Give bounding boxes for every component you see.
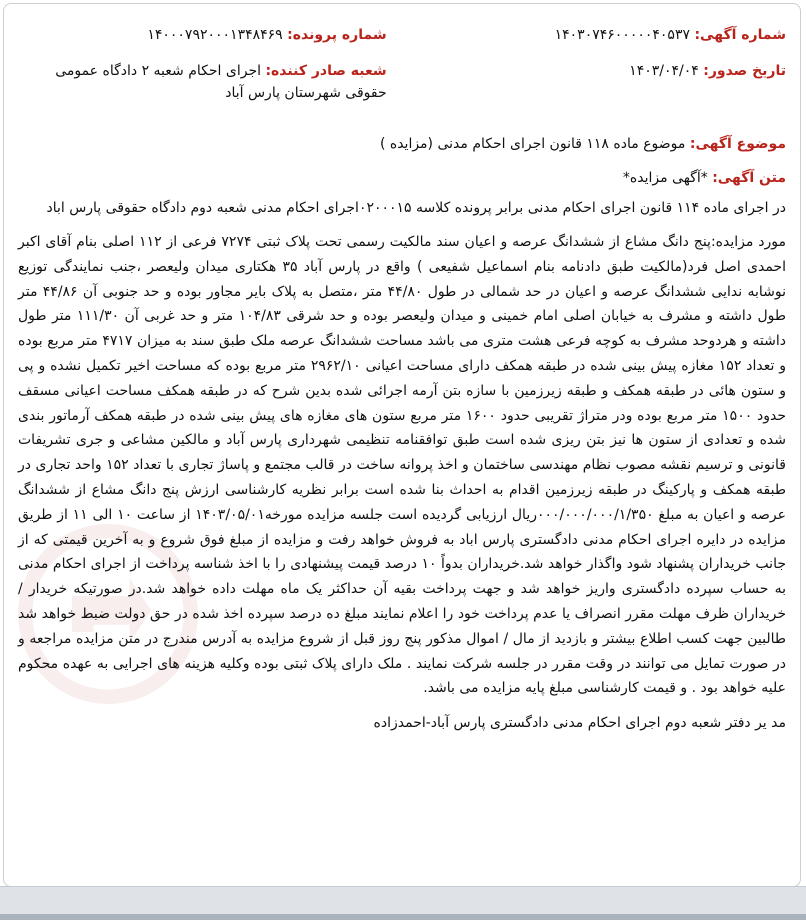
- case-number-field: [18, 24, 387, 46]
- issuing-branch-label: شعبه صادر کننده:: [265, 63, 387, 79]
- issue-date-field: [417, 60, 786, 82]
- header-row: [18, 24, 786, 110]
- taskbar: [0, 886, 806, 920]
- case-number-label: شماره پرونده:: [287, 27, 387, 43]
- case-number-value: ۱۴۰۰۰۷۹۲۰۰۰۱۳۴۸۴۶۹: [147, 27, 283, 43]
- ad-number-label: شماره آگهی:: [694, 27, 786, 43]
- notice-frame: [3, 3, 801, 887]
- ad-number-value: ۱۴۰۳۰۷۴۶۰۰۰۰۰۴۰۵۳۷: [554, 27, 690, 43]
- ad-text-field: [18, 166, 786, 190]
- issuing-branch-field: [18, 60, 387, 104]
- intro-paragraph: در اجرای ماده ۱۱۴ قانون اجرای احکام مدنی برابر پرونده کلاسه ۰۲۰۰۰۱۵اجرای احکام مدنی شعبه دوم دادگاه حقوقی پارس اباد: [46, 200, 786, 216]
- subject-value: موضوع ماده ۱۱۸ قانون اجرای احکام مدنی (مزایده ): [379, 136, 686, 152]
- issue-date-value: ۱۴۰۳/۰۴/۰۴: [629, 63, 699, 79]
- header-right-column: [417, 24, 786, 110]
- issuing-branch-value: اجرای احکام شعبه ۲ دادگاه عمومی حقوقی شهرستان پارس آباد: [55, 63, 387, 101]
- subject-label: موضوع آگهی:: [689, 136, 786, 152]
- issue-date-label: تاریخ صدور:: [703, 63, 786, 79]
- notice-content: [18, 24, 786, 735]
- ad-text-value: *آگهی مزایده*: [622, 170, 708, 186]
- auction-body-paragraph: مورد مزایده:پنج دانگ مشاع از ششدانگ عرصه و اعیان سند مالکیت رسمی تحت پلاک ثبتی ۷۲۷۴ فرعی از ۱۱۲ اصلی بنام آقای اکبر احمدی اصل فرد(مالکیت طبق دادنامه بنام اسماعیل شفیعی ) واقع در پارس آباد ۳۵ هکتاری میدان ولیعصر ،جنب نمایندگی توزیع نوشابه ندایی ششدانگ عرصه و اعیان در حد شمالی در طول ۴۴/۸۰ متر ،متصل به پلاک بایر مجاور بوده و حد جنوبی آن ۴۴/۸۶ متر طول داشته و مشرف به خیابان اصلی امام خمینی و میدان ولیعصر بوده و حد شرقی ۱۰۴/۸۳ متر و حد غربی آن ۱۱۱/۳۰ متر طول داشته و هردوحد مشرف به کوچه فرعی هشت متری می باشد مساحت ششدانگ عرصه ملک طبق سند به میزان ۴۷۱۷ متر مربع بوده و تعداد ۱۵۲ مغازه پیش بینی شده در طبقه همکف دارای مساحت اعیانی ۲۹۶۲/۱۰ متر مربع بوده که مساحت اخیر تکمیل نشده و پی و ستون هائی در طبقه همکف و طبقه زیرزمین با سازه بتن آرمه اجرائی شده بدین شرح که در طبقه همکف مساحت اعیانی مسقف حدود ۱۵۰۰ متر مربع بوده ودر متراژ تقریبی حدود ۱۶۰۰ متر مربع ستون های مغازه های پیش بینی شده در طبقه همکف آرماتور بندی شده و تعدادی از ستون ها نیز بتن ریزی شده است طبق توافقنامه تنظیمی شهرداری پارس آباد و مالکین مشاعی و جری تشریفات قانونی و ترسیم نقشه مصوب نظام مهندسی ساختمان و اخذ پروانه ساخت در قالب مجتمع و پاساژ تجاری با تعداد ۱۵۲ واحد تجاری در طبقه همکف و پارکینگ در طبقه زیرزمین اقدام به احداث بنا شده است برابر نظریه کارشناسی ارزش پنج دانگ مشاع از ششدانگ عرصه و اعیان به مبلغ ۰۰۰/۰۰۰/۰۰۰/۱/۳۵۰ریال ارزیابی گردیده است جلسه مزایده مورخه۱۴۰۳/۰۵/۰۱ از ساعت ۱۰ الی ۱۱ از طریق مزایده در دایره اجرای احکام مدنی دادگستری پارس اباد به فروش خواهد رفت و مزایده از مبلغ فوق شروع و به آخرین قیمتی که از جانب خریداران پشنهاد شود واگذار خواهد شد.خریداران بدواً ۱۰ درصد قیمت پیشنهادی را با اخذ شناسه پرداخت از اجرای احکام مدنی به حساب سپرده دادگستری واریز خواهد شد و جهت پرداخت بقیه آن حداکثر یک ماه مهلت داده خواهد شد.در صورتیکه خریدار / خریداران ظرف مهلت مقرر انصراف یا عدم پرداخت خود را اعلام نمایند مبلغ ده درصد سپرده اخذ شده در حق دولت ضبط خواهد شد طالبین جهت کسب اطلاع بیشتر و بازدید از مال / اموال مذکور پنج روز قبل از شروع مزایده به آدرس مندرج در متن مزایده مراجعه و در صورت تمایل می توانند در وقت مقرر در جلسه شرکت نمایند . ملک دارای پلاک ثبتی بوده وکلیه هزینه های اجرایی به عهده محکوم علیه خواهد بود . و قیمت کارشناسی مبلغ پایه مزایده می باشد.: [18, 234, 787, 697]
- ad-number-field: [417, 24, 786, 46]
- subject-field: [18, 132, 786, 156]
- signature-line: مد یر دفتر شعبه دوم اجرای احکام مدنی دادگستری پارس آباد-احمدزاده: [373, 715, 786, 732]
- ad-text-label: متن آگهی:: [712, 170, 786, 186]
- header-left-column: [18, 24, 387, 110]
- taskbar-strip: [0, 914, 806, 920]
